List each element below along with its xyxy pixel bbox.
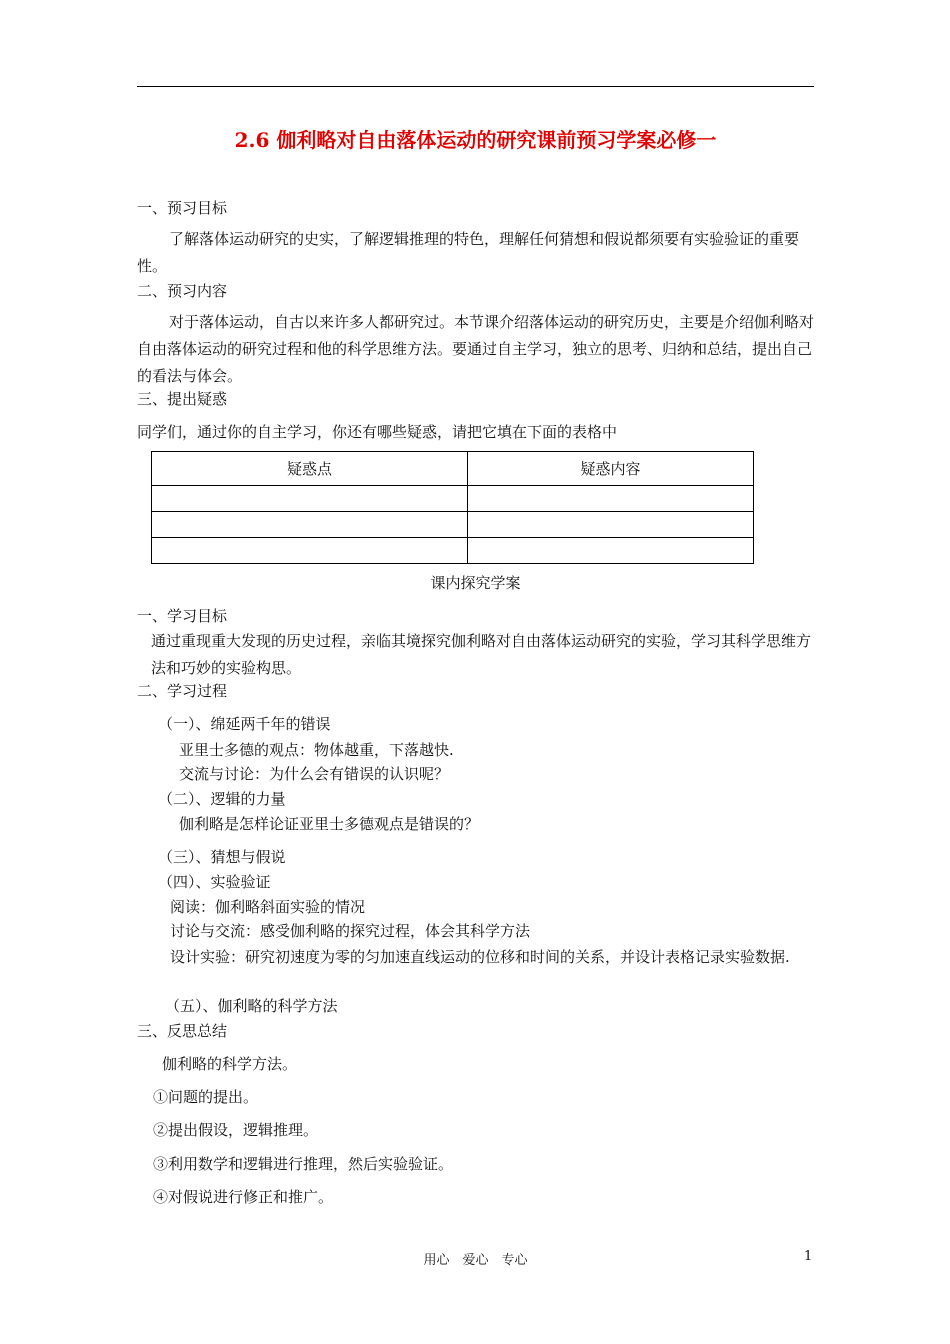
preview-content-text: 对于落体运动，自古以来许多人都研究过。本节课介绍落体运动的研究历史，主要是介绍伽利略对自由落体运动的研究过程和他的科学思维方法。要通过自主学习，独立的思考、归纳和总结，提出自己的看法与体会。 [137,313,815,385]
method-step: ④对假说进行修正和推广。 [153,1188,334,1206]
table-header-row [152,452,754,486]
table-header-cell: 疑惑点 [152,452,468,486]
class-study-title: 课内探究学案 [430,574,521,592]
section-heading-preview-goal: 一、预习目标 [137,199,228,217]
table-cell[interactable] [468,512,754,538]
method-step: ①问题的提出。 [153,1088,259,1106]
subsection-3: （三）、猜想与假说 [158,848,286,866]
discussion-question-1: 交流与讨论：为什么会有错误的认识呢？ [179,765,450,783]
table-header-cell: 疑惑内容 [468,452,754,486]
learning-goal-text: 通过重现重大发现的历史过程，亲临其境探究伽利略对自由落体运动研究的实验，学习其科学思维方法和巧妙的实验构思。 [151,632,812,677]
section-heading-doubts: 三、提出疑惑 [137,390,228,408]
method-step: ③利用数学和逻辑进行推理，然后实验验证。 [153,1155,454,1173]
discussion-task: 讨论与交流：感受伽利略的探究过程，体会其科学方法 [170,922,531,940]
section-heading-learning-process: 二、学习过程 [137,682,228,700]
section-heading-reflection: 三、反思总结 [137,1022,228,1040]
table-cell[interactable] [468,538,754,564]
doubts-instruction: 同学们，通过你的自主学习，你还有哪些疑惑，请把它填在下面的表格中 [137,423,618,441]
section-heading-preview-content: 二、预习内容 [137,282,228,300]
preview-goal-text: 了解落体运动研究的史实，了解逻辑推理的特色，理解任何猜想和假说都须要有实验验证的重要性。 [137,230,800,275]
table-cell[interactable] [152,512,468,538]
subsection-2: （二）、逻辑的力量 [158,790,286,808]
galileo-argument-question: 伽利略是怎样论证亚里士多德观点是错误的？ [179,815,480,833]
table-row [152,486,754,512]
reflection-intro: 伽利略的科学方法。 [162,1055,298,1073]
reading-task: 阅读：伽利略斜面实验的情况 [170,898,366,916]
document-title: 2.6 伽利略对自由落体运动的研究课前预习学案必修一 [234,128,717,152]
page-number: 1 [804,1249,813,1264]
doubts-table [151,451,754,564]
table-cell[interactable] [152,538,468,564]
table-row [152,538,754,564]
subsection-4: （四）、实验验证 [158,873,271,891]
footer-motto: 用心 爱心 专心 [423,1253,528,1268]
table-cell[interactable] [152,486,468,512]
table-cell[interactable] [468,486,754,512]
subsection-1: （一）、绵延两千年的错误 [158,715,331,733]
method-step: ②提出假设，逻辑推理。 [153,1121,319,1139]
aristotle-view: 亚里士多德的观点：物体越重，下落越快. [179,741,454,759]
section-heading-learning-goal: 一、学习目标 [137,607,228,625]
experiment-design-task: 设计实验：研究初速度为零的匀加速直线运动的位移和时间的关系，并设计表格记录实验数据. [170,948,790,966]
header-rule [137,86,814,87]
subsection-5: （五）、伽利略的科学方法 [165,997,338,1015]
table-row [152,512,754,538]
